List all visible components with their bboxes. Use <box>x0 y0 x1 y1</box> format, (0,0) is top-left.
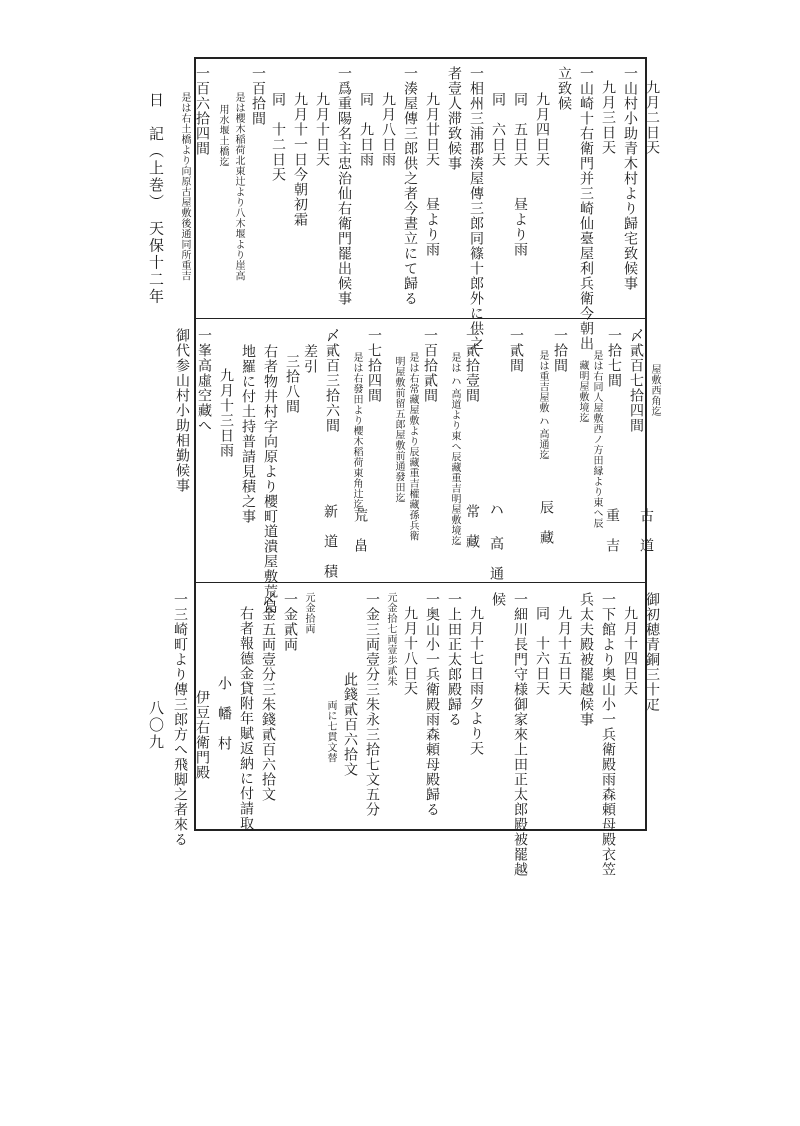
text-line: 一貳間 <box>508 328 524 373</box>
text-line: 一山崎十右衛門并三崎仙臺屋利兵衛今朝出 <box>578 66 594 351</box>
text-line: 一下館より奥山小一兵衛殿雨森頼母殿衣笠 <box>600 592 616 877</box>
text-line: 右者物井村字向原より櫻町道潰屋敷荒畠 <box>262 344 278 614</box>
text-line: 小 幡 村 <box>216 676 232 751</box>
text-line: 一百拾貳間 <box>422 328 438 403</box>
text-line: 右者報德金貸附年賦返納に付請取 <box>238 606 254 831</box>
text-line: 新 道 積 <box>322 504 338 579</box>
text-line: 九月三日天 <box>600 80 616 155</box>
text-line: 是は櫻木稲荷北東辻より八木堰より崖高 <box>233 92 244 281</box>
text-line: 一拾七間 <box>606 328 622 388</box>
text-line: 𛂞 高 通 <box>488 500 504 581</box>
text-line: 一峯高虛空藏へ <box>196 328 212 433</box>
text-line: 一金貳両 <box>282 592 298 652</box>
text-line: 九月八日雨 <box>380 92 396 167</box>
text-line: 荒 畠 <box>352 508 368 553</box>
text-line: 一七拾四間 <box>366 328 382 403</box>
text-line: 九月十三日雨 <box>218 368 234 458</box>
text-line: 一細川長門守様御家來上田正太郎殿被罷越 <box>512 592 528 877</box>
text-line: 一三崎町より傳三郎方へ飛脚之者來る <box>172 592 188 847</box>
text-line: 候 <box>490 592 506 607</box>
text-line: 九月四日天 <box>534 92 550 167</box>
text-line: 九月十五日天 <box>556 606 572 696</box>
text-line: 御初穂青銅三十疋 <box>644 592 660 712</box>
text-line: 一湊屋傳三郎供之者今晝立にて歸る <box>402 66 418 306</box>
text-line: 立致候 <box>556 66 572 111</box>
text-line: 辰 藏 <box>538 500 554 545</box>
text-line: 者壹人滞致候事 <box>446 66 462 171</box>
text-line: 同 十六日天 <box>534 606 550 696</box>
text-line: 是は右土橋より向原古屋敷後通同所重吉 <box>179 92 190 281</box>
text-line: 是は右常藏屋敷より辰藏重吉權藏孫兵衛 <box>407 352 418 541</box>
text-line: 一貳拾壹間 <box>464 328 480 403</box>
text-line: 伊豆右衛門殿 <box>194 690 210 780</box>
text-line: 是は𛂞高道より東へ辰藏重吉明屋敷境迄 <box>449 352 460 546</box>
text-line: 御代参山村小助相勤候事 <box>174 328 190 493</box>
text-line: 三拾八間 <box>284 354 300 414</box>
text-line: 古 道 <box>638 508 654 553</box>
text-line: 一奥山小一兵衛殿雨森頼母殿歸る <box>424 592 440 817</box>
text-line: 一百六拾四間 <box>194 66 210 156</box>
text-line: 〆金五両壹分三朱錢貳百六拾文 <box>260 592 276 802</box>
text-line: 差引 <box>302 344 318 374</box>
text-line: 常 藏 <box>464 504 480 549</box>
text-line: 九月十七日雨夕より天 <box>468 606 484 756</box>
text-line: 元金拾七両壹歩貳朱 <box>385 592 396 687</box>
text-line: 九月二日天 <box>644 80 660 155</box>
text-line: 九月十日天 <box>314 92 330 167</box>
text-line: 同 十二日天 <box>270 92 286 182</box>
text-line: 明屋敷前留五郎屋敷前通發田迄 <box>393 356 404 503</box>
text-line: 〆貳百三拾六間 <box>324 328 340 433</box>
text-line: 〆貳百七拾四間 <box>628 328 644 433</box>
text-line: 一百拾間 <box>250 66 266 126</box>
text-line: 九月十四日天 <box>622 606 638 696</box>
text-line: 一拾間 <box>552 328 568 373</box>
text-line: 同 九日雨 <box>358 92 374 167</box>
text-line: 九月廿日天 昼より雨 <box>424 92 440 257</box>
text-line: 屋敷西角迄 <box>649 364 660 417</box>
text-line: 是は右同人屋敷西ノ方田縁より東へ辰 <box>591 350 602 529</box>
text-line: 一相州三浦郡湊屋傳三郎同篠十郎外に供之 <box>468 66 484 351</box>
text-line: 重 吉 <box>604 508 620 553</box>
text-line: 是は右發田より櫻木稻荷東角辻迄 <box>351 352 362 510</box>
text-line: 一上田正太郎殿歸る <box>446 592 462 727</box>
text-line: 同 六日天 <box>490 92 506 167</box>
text-line: 一山村小助青木村より歸宅致候事 <box>622 66 638 291</box>
text-line: 九月十一日今朝初霜 <box>292 92 308 227</box>
text-line: 両に七貫文替 <box>325 700 336 763</box>
text-line: 此錢貳百六拾文 <box>342 672 358 777</box>
text-line: 九月十八日天 <box>402 606 418 696</box>
text-line: 藏明屋敷境迄 <box>577 360 588 423</box>
text-line: 是は重吉屋敷𛂞高通迄 <box>537 350 548 460</box>
text-line: 同 五日天 昼より雨 <box>512 92 528 257</box>
text-line: 地羅に付土持普請見積之事 <box>240 344 256 524</box>
running-title: 日 記（上巻） 天保十二年 <box>147 92 165 306</box>
text-line: 兵太夫殿被罷越候事 <box>578 592 594 727</box>
text-line: 用水堰土橋迄 <box>217 104 228 167</box>
text-line: 一爲重陽名主忠治仙右衛門罷出候事 <box>336 66 352 306</box>
text-line: 元金拾両 <box>303 592 314 634</box>
text-line: 一金三両壹分三朱永三拾七文五分 <box>364 592 380 817</box>
page-number: 八〇九 <box>147 700 165 751</box>
